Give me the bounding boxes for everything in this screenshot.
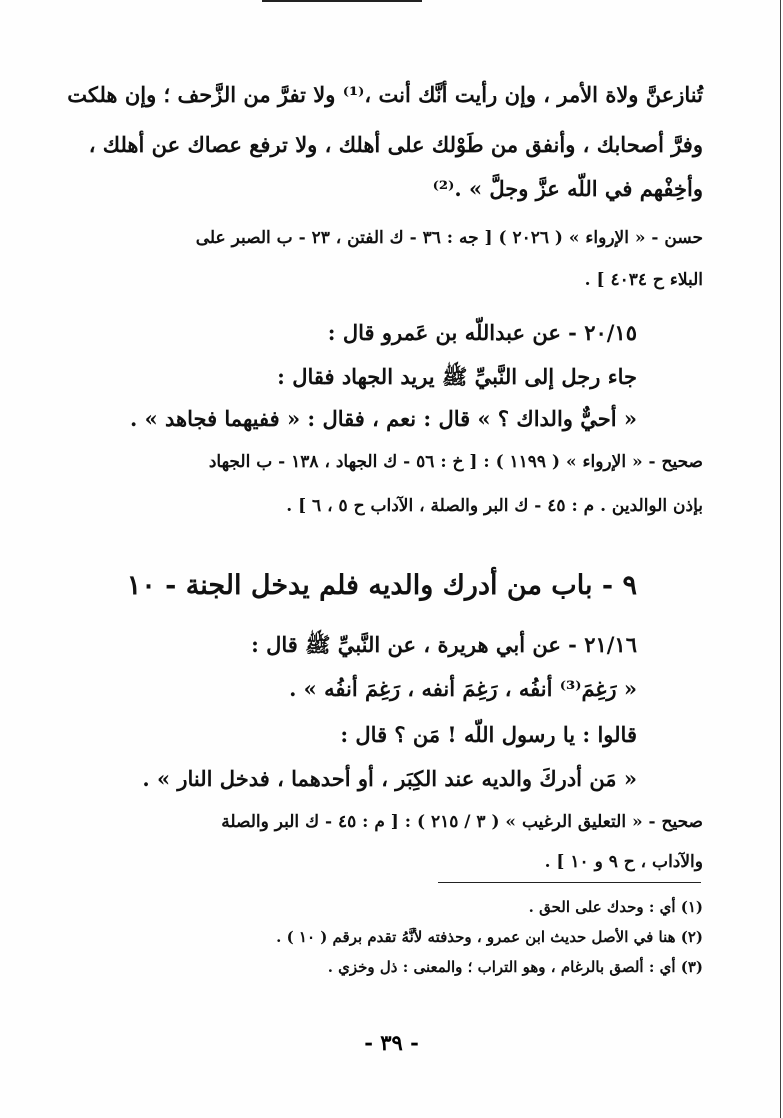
hadith-heading: ٢١/١٦ - عن أبي هريرة ، عن النَّبيِّ ﷺ قال : bbox=[251, 632, 637, 657]
text-line: وفرَّ أصحابك ، وأنفق من طَوْلك على أهلك ، ولا ترفع عصاك عن أهلك ، bbox=[88, 132, 703, 157]
page-number: - ٣٩ - bbox=[364, 1030, 419, 1055]
grading-line: صحيح - « الإرواء » ( ١١٩٩ ) : [ خ : ٥٦ - ك الجهاد ، ١٣٨ - ب الجهاد bbox=[208, 452, 703, 472]
grading-line: حسن - « الإرواء » ( ٢٠٢٦ ) [ جه : ٣٦ - ك الفتن ، ٢٣ - ب الصبر على bbox=[195, 228, 703, 248]
text-line: « رَغِمَ⁽³⁾ أنفُه ، رَغِمَ أنفه ، رَغِمَ أنفُه » . bbox=[289, 676, 637, 701]
text-line: تُنازعنَّ ولاة الأمر ، وإن رأيت أنَّك أنت ،⁽¹⁾ ولا تفرَّ من الزَّحف ؛ وإن هلكت bbox=[67, 82, 703, 107]
footnote: (١) أي : وحدك على الحق . bbox=[528, 898, 703, 916]
footnote: (٢) هنا في الأصل حديث ابن عمرو ، وحذفته لأنَّهُ تقدم برقم ( ١٠ ) . bbox=[276, 928, 703, 946]
footnote-separator bbox=[438, 882, 701, 883]
footnote: (٣) أي : ألصق بالرغام ، وهو التراب ؛ والمعنى : ذل وخزي . bbox=[327, 958, 703, 976]
right-border bbox=[780, 0, 781, 1118]
chapter-title: ٩ - باب من أدرك والديه فلم يدخل الجنة - ١٠ bbox=[126, 570, 637, 601]
text-line: وأخِفْهم في اللّه عزَّ وجلَّ » .⁽²⁾ bbox=[432, 176, 703, 201]
grading-line: بإذن الوالدين . م : ٤٥ - ك البر والصلة ، الآداب ح ٥ ، ٦ ] . bbox=[286, 496, 703, 516]
text-line: « مَن أدركَ والديه عند الكِبَر ، أو أحدهما ، فدخل النار » . bbox=[142, 766, 637, 791]
hadith-heading: ٢٠/١٥ - عن عبداللّه بن عَمرو قال : bbox=[327, 320, 637, 345]
grading-line: والآداب ، ح ٩ و ١٠ ] . bbox=[544, 852, 703, 872]
grading-line: البلاء ح ٤٠٣٤ ] . bbox=[584, 270, 703, 290]
top-rule bbox=[262, 0, 422, 2]
text-line: « أحيٌّ والداك ؟ » قال : نعم ، فقال : « ففيهما فجاهد » . bbox=[129, 406, 637, 431]
text-line: جاء رجل إلى النَّبيِّ ﷺ يريد الجهاد فقال : bbox=[277, 364, 637, 389]
text-line: قالوا : يا رسول اللّه ! مَن ؟ قال : bbox=[340, 722, 637, 747]
grading-line: صحيح - « التعليق الرغيب » ( ٣ / ٢١٥ ) : [ م : ٤٥ - ك البر والصلة bbox=[221, 812, 703, 832]
